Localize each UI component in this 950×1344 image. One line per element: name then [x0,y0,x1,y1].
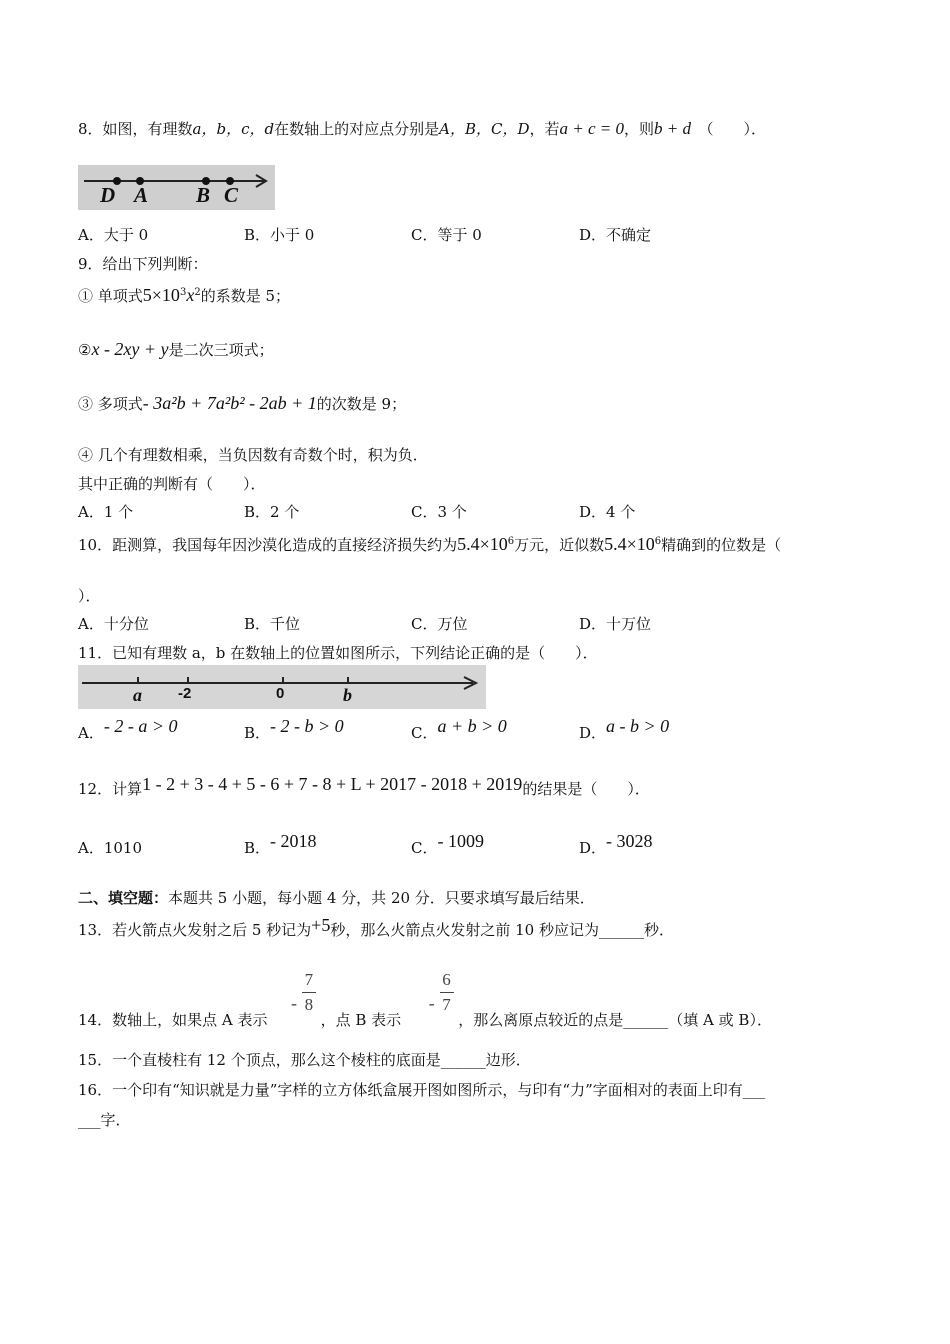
q9-stem: 9．给出下列判断： [78,255,208,273]
q12-option-d[interactable]: D．- 3028 [579,831,653,857]
q10-option-a[interactable]: A．十分位 [78,615,149,633]
q9-statement-4: ④ 几个有理数相乘，当负因数有奇数个时，积为负． [78,446,428,464]
q8-condition: a + c = 0 [559,119,624,138]
label-C: C [224,183,239,207]
label-b: b [343,685,352,705]
section-fill-in-heading: 二、填空题：本题共 5 小题，每小题 4 分，共 20 分．只要求填写最后结果． [78,889,595,907]
q9-statement-2: ②x - 2xy + y是二次三项式； [78,339,274,359]
q9-option-c[interactable]: C．3 个 [411,503,467,521]
label-B: B [196,183,211,207]
q8-option-c[interactable]: C．等于 0 [411,226,482,244]
q9-statement-1: ① 单项式$5\times 10^3x^2$的系数是 5； [78,285,290,305]
q11-option-b[interactable]: B．- 2 - b > 0 [244,716,344,742]
q11-option-c[interactable]: C．a + b > 0 [411,716,507,742]
q11-option-a[interactable]: A．- 2 - a > 0 [78,716,178,742]
q14-stem: 14．数轴上，如果点 A 表示 - $\frac{7}{8}$ ，点 B 表示 - $\frac{6}{7}$ ，那么离原点较近的点是______（填 A 或 B）． [78,970,772,1029]
q11-option-d[interactable]: D．a - b > 0 [579,716,670,742]
label-A: A [134,183,149,207]
label-neg2: -2 [178,685,192,702]
q9-option-d[interactable]: D．4 个 [579,503,636,521]
q16-stem-line1: 16．一个印有“知识就是力量”字样的立方体纸盒展开图如图所示，与印有“力”字面相对的表面上印有___ [78,1081,766,1099]
q14-fraction-b: $\frac{6}{7}$ [440,970,454,1015]
q9-statement-3: ③ 多项式- 3a²b + 7a²b² - 2ab + 1的次数是 9； [78,393,407,413]
q10-option-b[interactable]: B．千位 [244,615,301,633]
q15-stem: 15．一个直棱柱有 12 个顶点，那么这个棱柱的底面是______边形． [78,1051,531,1069]
q10-stem-end: ）． [78,587,101,605]
q8-expression: b + d [654,119,691,138]
q9-option-b[interactable]: B．2 个 [244,503,300,521]
q12-expression: 1 - 2 + 3 - 4 + 5 - 6 + 7 - 8 + L + 2017 - 2018 + 2019 [142,774,523,794]
label-0: 0 [276,685,285,702]
q10-stem: 10．距测算，我国每年因沙漠化造成的直接经济损失约为$5.4\times 10^6$万元，近似数$5.4\times 10^6$精确到的位数是（ [78,534,782,554]
q12-option-b[interactable]: B．- 2018 [244,831,317,857]
q12-option-a[interactable]: A．1010 [78,839,143,857]
q11-stem: 11．已知有理数 a，b 在数轴上的位置如图所示，下列结论正确的是（ ）． [78,644,598,662]
q8-number-line-figure [78,165,275,210]
q12-option-c[interactable]: C．- 1009 [411,831,484,857]
q13-stem: 13．若火箭点火发射之后 5 秒记为+5秒，那么火箭点火发射之前 10 秒应记为______秒． [78,915,674,939]
label-a: a [133,685,142,705]
q14-fraction-a: $\frac{7}{8}$ [302,970,316,1015]
label-D: D [100,183,116,207]
q9-question: 其中正确的判断有（ ）． [78,475,266,493]
q9-option-a[interactable]: A．1 个 [78,503,134,521]
q16-stem-line2: ___字． [78,1111,131,1129]
q8-option-d[interactable]: D．不确定 [579,226,652,244]
q10-option-d[interactable]: D．十万位 [579,615,652,633]
q11-number-line-figure [78,665,486,709]
q10-option-c[interactable]: C．万位 [411,615,468,633]
q8-option-b[interactable]: B．小于 0 [244,226,315,244]
q8-option-a[interactable]: A．大于 0 [78,226,149,244]
q12-stem: 12．计算1 - 2 + 3 - 4 + 5 - 6 + 7 - 8 + L + 2017 - 2018 + 2019的结果是（ ）． [78,774,650,798]
q8-stem: 8．如图，有理数a，b，c，d在数轴上的对应点分别是A，B，C，D，若a + c = 0，则b + d （ ）． [78,119,767,138]
